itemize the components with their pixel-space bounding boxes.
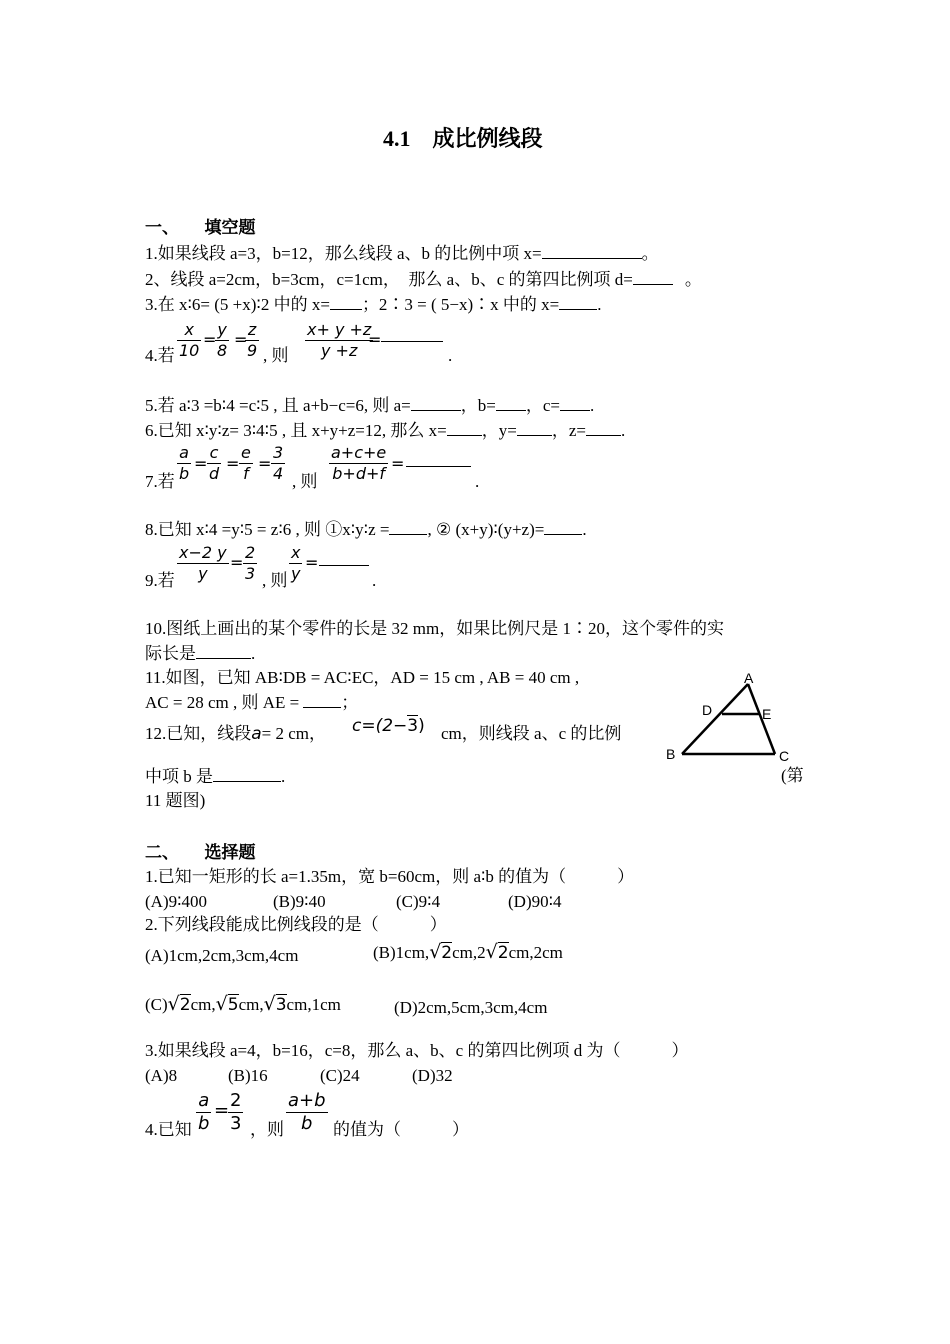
choice-2-d[interactable]: (D)2cm,5cm,3cm,4cm bbox=[394, 998, 548, 1017]
section-fill-in-heading: 一、 填空题 bbox=[145, 218, 256, 237]
question-11: 11.如图，已知 AB∶DB = AC∶EC，AD = 15 cm , AB = 40 cm , bbox=[145, 668, 580, 687]
question-10: 10.图纸上画出的某个零件的长是 32 mm，如果比例尺是 1∶20，这个零件的实 bbox=[145, 619, 724, 638]
fraction: $\frac{2}{3}$ bbox=[230, 1090, 242, 1134]
answer-blank[interactable] bbox=[330, 293, 362, 310]
answer-blank[interactable] bbox=[389, 518, 427, 535]
answer-blank[interactable] bbox=[213, 765, 281, 782]
fraction: $\frac{a}{b}$ bbox=[198, 1090, 210, 1134]
sqrt-icon: √ bbox=[215, 993, 228, 1015]
answer-blank[interactable] bbox=[542, 242, 642, 259]
choice-3-d[interactable]: (D)32 bbox=[412, 1066, 453, 1085]
fraction: $\frac{x+ y +z}{y +z}$ bbox=[307, 320, 372, 360]
choice-1-a[interactable]: (A)9∶400 bbox=[145, 892, 208, 911]
choice-2-c[interactable]: (C)√2cm,√5cm,√3cm,1cm bbox=[145, 993, 341, 1015]
figure-caption: (第 bbox=[781, 766, 804, 785]
choice-2-b[interactable]: (B)1cm,√2cm,2√2cm,2cm bbox=[373, 941, 563, 963]
question-12-end: cm，则线段 a、c 的比例 bbox=[441, 724, 622, 743]
label-b: B bbox=[666, 746, 676, 762]
choice-1-d[interactable]: (D)90∶4 bbox=[508, 892, 562, 911]
fraction: $\frac{c}{d}$ bbox=[209, 443, 220, 483]
answer-blank[interactable] bbox=[559, 293, 597, 310]
choice-3-b[interactable]: (B)16 bbox=[228, 1066, 268, 1085]
answer-blank[interactable] bbox=[496, 394, 526, 411]
fraction: $\frac{e}{f}$ bbox=[241, 443, 251, 483]
choice-1-c[interactable]: (C)9∶4 bbox=[396, 892, 441, 911]
fraction: $\frac{3}{4}$ bbox=[273, 443, 284, 483]
fraction: $\frac{x}{y}$ bbox=[291, 543, 301, 583]
sqrt-icon: √ bbox=[263, 993, 276, 1015]
answer-blank[interactable] bbox=[586, 419, 621, 436]
answer-blank[interactable] bbox=[303, 691, 341, 708]
fraction: $\frac{x}{10}$ bbox=[179, 320, 200, 360]
question-3: 3.在 x∶6= (5 +x)∶2 中的 x= ；2∶3 = ( 5−x)∶x 中的 x= . bbox=[145, 295, 602, 314]
choice-question-3: 3.如果线段 a=4，b=16，c=8，那么 a、b、c 的第四比例项 d 为（ ） bbox=[145, 1041, 689, 1060]
fraction: $\frac{2}{3}$ bbox=[245, 543, 256, 583]
sqrt-icon: √ bbox=[429, 941, 442, 963]
answer-blank[interactable] bbox=[544, 518, 582, 535]
fraction: $\frac{z}{9}$ bbox=[247, 320, 258, 360]
answer-blank[interactable] bbox=[196, 642, 251, 659]
choice-3-a[interactable]: (A)8 bbox=[145, 1066, 178, 1085]
page-title: 4.1 成比例线段 bbox=[383, 126, 543, 151]
triangle-figure bbox=[660, 668, 800, 766]
answer-blank[interactable] bbox=[517, 419, 552, 436]
answer-blank[interactable] bbox=[560, 394, 590, 411]
answer-blank[interactable] bbox=[406, 450, 471, 467]
question-8: 8.已知 x∶4 =y∶5 = z∶6 , 则 ①x∶y∶z = , ② (x+y)∶(y+z)= . bbox=[145, 520, 587, 539]
figure-caption-cont: 11 题图) bbox=[145, 791, 206, 810]
question-11-cont: AC = 28 cm , 则 AE = ； bbox=[145, 693, 359, 712]
section-choice-heading: 二、 选择题 bbox=[145, 843, 256, 862]
question-5: 5.若 a∶3 =b∶4 =c∶5 , 且 a+b−c=6, 则 a= ，b= ，c= . bbox=[145, 396, 595, 415]
question-12-cont: 中项 b 是 . bbox=[145, 767, 286, 786]
answer-blank[interactable] bbox=[411, 394, 461, 411]
choice-question-2: 2.下列线段能成比例线段的是（ ） bbox=[145, 915, 447, 934]
fraction: $\frac{a+c+e}{b+d+f}$ bbox=[331, 443, 387, 483]
label-a: A bbox=[744, 670, 754, 686]
choice-3-c[interactable]: (C)24 bbox=[320, 1066, 360, 1085]
choice-1-b[interactable]: (B)9∶40 bbox=[273, 892, 326, 911]
fraction: $\frac{x-2 y}{y}$ bbox=[179, 543, 227, 583]
answer-blank[interactable] bbox=[319, 549, 369, 566]
sqrt-icon: √ bbox=[485, 941, 498, 963]
answer-blank[interactable] bbox=[381, 325, 443, 342]
fraction: $\frac{a+b}{b}$ bbox=[288, 1090, 326, 1134]
label-d: D bbox=[702, 702, 713, 718]
question-12: 12.已知，线段a= 2 cm， bbox=[145, 724, 327, 744]
label-c: C bbox=[779, 748, 790, 764]
c-expression: c=(2−3) bbox=[352, 716, 425, 736]
label-e: E bbox=[762, 706, 772, 722]
side-ab bbox=[682, 684, 748, 754]
answer-blank[interactable] bbox=[447, 419, 482, 436]
answer-blank[interactable] bbox=[633, 268, 673, 285]
question-2: 2、线段 a=2cm，b=3cm，c=1cm， 那么 a、b、c 的第四比例项 d= 。 bbox=[145, 270, 702, 289]
fraction: $\frac{y}{8}$ bbox=[217, 320, 228, 360]
sqrt-icon: √ bbox=[167, 993, 180, 1015]
question-1: 1.如果线段 a=3，b=12，那么线段 a、b 的比例中项 x= 。 bbox=[145, 244, 659, 263]
choice-2-a[interactable]: (A)1cm,2cm,3cm,4cm bbox=[145, 946, 299, 965]
question-10-cont: 际长是 . bbox=[145, 644, 256, 663]
question-6: 6.已知 x∶y∶z= 3∶4∶5 , 且 x+y+z=12, 那么 x= ，y= ，z= . bbox=[145, 421, 626, 440]
fraction: $\frac{a}{b}$ bbox=[179, 443, 190, 483]
choice-question-1: 1.已知一矩形的长 a=1.35m，宽 b=60cm，则 a∶b 的值为（ ） bbox=[145, 867, 635, 886]
